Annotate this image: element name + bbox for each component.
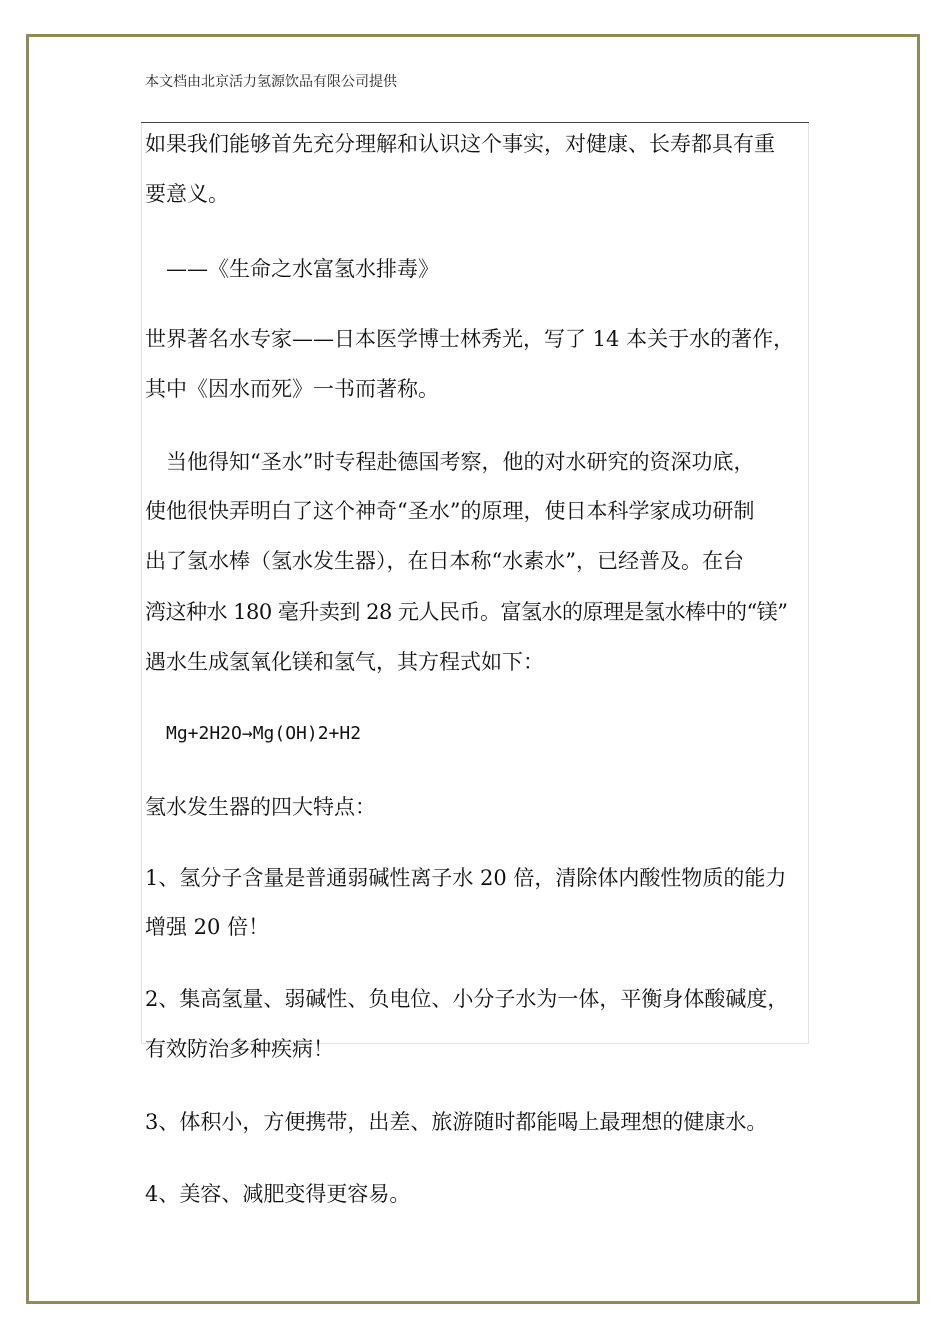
book-citation: ——《生命之水富氢水排毒》 [166,257,439,281]
paragraph-line: 遇水生成氢氧化镁和氢气，其方程式如下： [145,650,544,674]
list-item: 4、美容、减肥变得更容易。 [145,1182,411,1206]
paragraph-line: 世界著名水专家——日本医学博士林秀光，写了 14 本关于水的著作， [145,327,795,351]
chemical-equation: Mg+2H2O→Mg(OH)2+H2 [166,723,362,744]
paragraph-line: 湾这种水 180 毫升卖到 28 元人民币。富氢水的原理是氢水棒中的“镁” [145,600,788,624]
paragraph-line: 出了氢水棒（氢水发生器），在日本称“水素水”，已经普及。在台 [145,549,744,573]
paragraph-line: 当他得知“圣水”时专程赴德国考察，他的对水研究的资深功底， [166,450,755,474]
list-item: 3、体积小，方便携带，出差、旅游随时都能喝上最理想的健康水。 [145,1110,768,1134]
document-header: 本文档由北京活力氢源饮品有限公司提供 [145,74,397,90]
paragraph-line: 要意义。 [145,182,229,206]
section-heading: 氢水发生器的四大特点： [145,795,376,819]
list-item: 增强 20 倍！ [145,915,270,939]
list-item: 2、集高氢量、弱碱性、负电位、小分子水为一体，平衡身体酸碱度， [145,987,789,1011]
paragraph-line: 如果我们能够首先充分理解和认识这个事实，对健康、长寿都具有重 [145,132,775,156]
paragraph-line: 其中《因水而死》一书而著称。 [145,377,439,401]
list-item: 1、氢分子含量是普通弱碱性离子水 20 倍，清除体内酸性物质的能力 [145,866,787,890]
paragraph-line: 使他很快弄明白了这个神奇“圣水”的原理，使日本科学家成功研制 [145,499,755,523]
list-item: 有效防治多种疾病！ [145,1037,334,1061]
